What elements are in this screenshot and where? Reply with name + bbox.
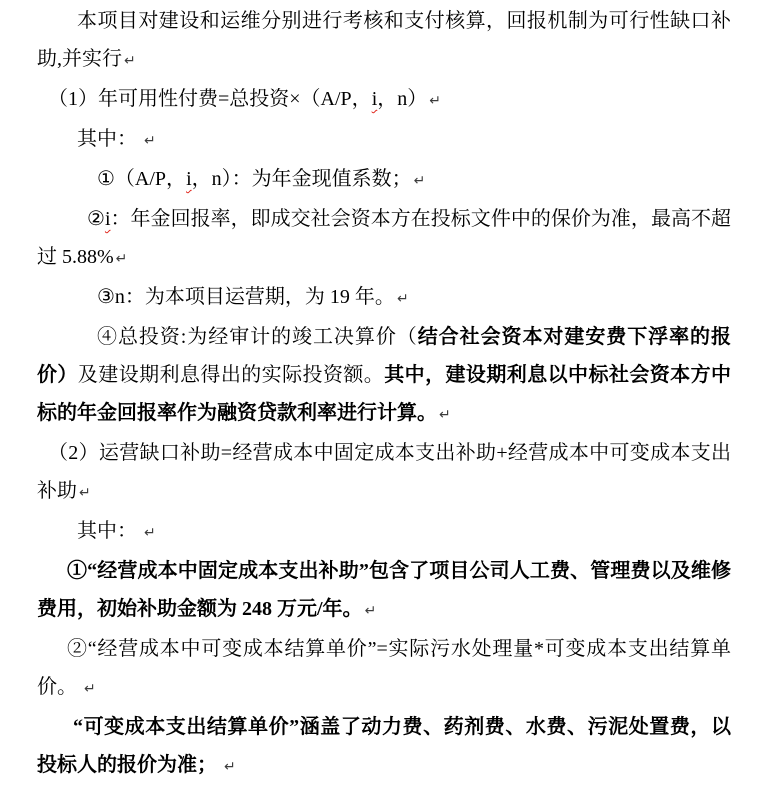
- text-segment-bold: 结合社会资本对建安费下浮率的报价）: [37, 326, 732, 386]
- text-segment: ②“经营成本中可变成本结算单价”=实际污水处理量*可变成本支出结算单价。: [37, 638, 731, 698]
- paragraph-item-2-annuity-return-rate: [37, 200, 731, 278]
- text-segment: ④总投资:为经审计的竣工决算价（: [97, 326, 418, 348]
- paragraph-operation-gap-subsidy-formula: [37, 434, 731, 512]
- paragraph-mark-icon: ↵: [396, 291, 409, 307]
- text-segment: 本项目对建设和运维分别进行考核和支付核算，回报机制为可行性缺口补助,并实行: [37, 10, 731, 70]
- paragraph-mark-icon: ↵: [144, 525, 156, 541]
- paragraph-item-2-variable-cost-unit-price: [37, 630, 731, 708]
- misspelled-word: i: [186, 168, 192, 190]
- text-segment-bold: ①“经营成本中固定成本支出补助”包含了项目公司人工费、管理费以及维修费用，初始补助金额为 248 万元/年。: [37, 560, 731, 620]
- text-segment: 及建设期利息得出的实际投资额。: [77, 364, 385, 386]
- paragraph-availability-fee-formula: [37, 80, 731, 120]
- paragraph-item-1-fixed-cost-subsidy: [37, 552, 731, 630]
- text-segment: ③n：为本项目运营期，为 19 年。: [97, 286, 395, 308]
- paragraph-item-3-operation-period: [37, 278, 731, 318]
- paragraph-mark-icon: ↵: [144, 133, 156, 149]
- text-segment: ①（A/P，: [97, 168, 187, 190]
- paragraph-item-4-total-investment: [37, 318, 731, 434]
- text-segment-bold: “可变成本支出结算单价”涵盖了动力费、药剂费、水费、污泥处置费，以投标人的报价为准；: [37, 716, 731, 776]
- misspelled-word: i: [371, 88, 378, 110]
- misspelled-word: i: [104, 208, 111, 230]
- paragraph-intro: [37, 2, 731, 80]
- text-segment: 其中：: [77, 128, 137, 150]
- paragraph-item-1-annuity-factor: [37, 160, 731, 200]
- text-segment: （1）年可用性付费=总投资×（A/P，: [48, 88, 372, 110]
- paragraph-mark-icon: ↵: [224, 759, 236, 775]
- text-segment: （2）运营缺口补助=经营成本中固定成本支出补助+经营成本中可变成本支出补助: [37, 442, 731, 502]
- paragraph-mark-icon: ↵: [79, 485, 91, 501]
- paragraph-variable-cost-price-scope: [37, 708, 731, 786]
- text-segment: ②: [87, 208, 105, 230]
- text-segment: 其中：: [77, 520, 137, 542]
- paragraph-mark-icon: ↵: [413, 173, 426, 189]
- paragraph-mark-icon: ↵: [115, 251, 128, 267]
- paragraph-mark-icon: ↵: [439, 407, 451, 423]
- paragraph-among-which-1: [37, 120, 731, 160]
- text-segment-bold: 其中，建设期利息以中标社会资本方中标的年金回报率作为融资贷款利率进行计算。: [37, 364, 732, 424]
- text-segment: ：年金回报率，即成交社会资本方在投标文件中的保价为准，最高不超过 5.88%: [37, 208, 731, 268]
- text-segment: ，n）：为年金现值系数；: [191, 168, 412, 190]
- text-segment: ，n）: [377, 88, 428, 110]
- paragraph-mark-icon: ↵: [124, 53, 136, 69]
- paragraph-mark-icon: ↵: [429, 93, 441, 109]
- paragraph-mark-icon: ↵: [84, 681, 96, 697]
- paragraph-among-which-2: [37, 512, 731, 552]
- paragraph-mark-icon: ↵: [364, 603, 377, 619]
